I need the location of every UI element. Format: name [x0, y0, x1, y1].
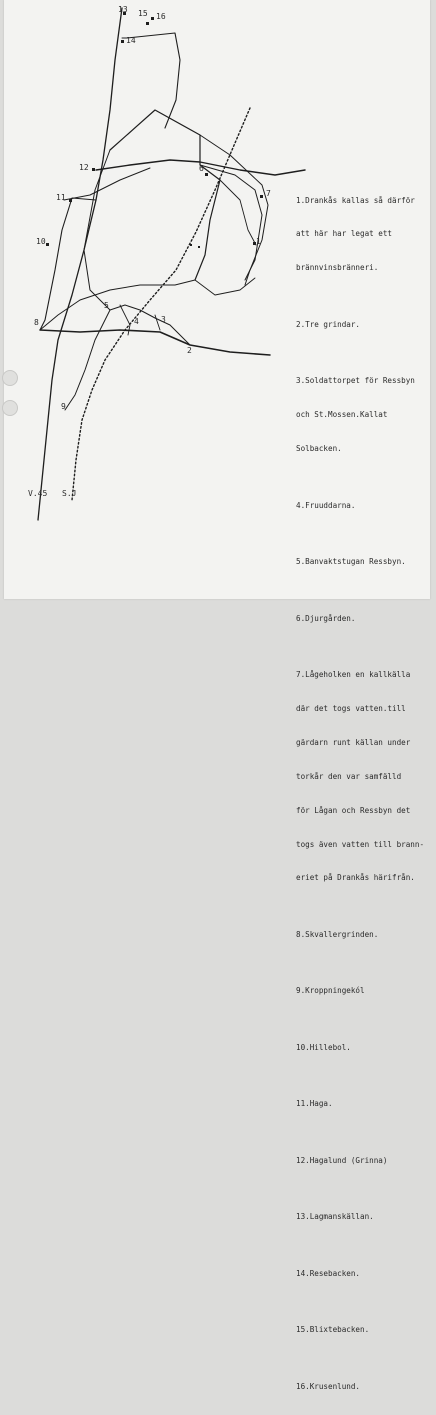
- legend-item-7: 7.Lågeholken en kallkälla där det togs vatten.till gärdarn runt källan under torkår den var samfälld för Lågan och Ressbyn det togs även vatten till brann- eriet på Drankås härifrån.: [296, 670, 425, 883]
- map-label-15: 15: [138, 9, 148, 18]
- legend-item-14: 14.Resebacken.: [296, 1268, 361, 1278]
- map-label-1: 1: [256, 237, 261, 246]
- legend-item-11: 11.Haga.: [296, 1099, 333, 1109]
- road: [200, 135, 268, 285]
- map-label-3: 3: [161, 315, 166, 324]
- legend-item-10: 10.Hillebol.: [296, 1042, 351, 1052]
- road: [65, 310, 110, 410]
- legend-item-3: 3.Soldattorpet för Ressbyn och St.Mossen.Kallat Solbacken.: [296, 376, 415, 454]
- map-label-6: 6: [199, 164, 204, 173]
- marker-7: [260, 195, 263, 198]
- legend-item-1: 1.Drankås kallas så därför att här har legat ett brännvinsbränneri.: [296, 195, 415, 273]
- marker-inner: [198, 246, 200, 248]
- road: [220, 180, 256, 245]
- road: [40, 330, 270, 355]
- legend-item-4: 4.Fruuddarna.: [296, 500, 356, 510]
- map-label-7: 7: [266, 189, 271, 198]
- marker-11: [69, 199, 72, 202]
- road-label-v45: V.45: [28, 489, 48, 498]
- marker-14: [121, 40, 124, 43]
- marker-16: [151, 17, 154, 20]
- map-label-5: 5: [104, 301, 109, 310]
- marker-inner: [190, 244, 192, 246]
- road: [110, 110, 220, 280]
- marker-10: [46, 243, 49, 246]
- map-label-14: 14: [126, 36, 136, 45]
- legend-item-16: 16.Krusenlund.: [296, 1381, 361, 1391]
- marker-6: [205, 173, 208, 176]
- map-label-10: 10: [36, 237, 46, 246]
- legend-item-15: 15.Blixtebacken.: [296, 1325, 370, 1335]
- legend-item-6: 6.Djurgården.: [296, 613, 356, 623]
- marker-15: [146, 22, 149, 25]
- map-label-9: 9: [61, 402, 66, 411]
- map-label-16: 16: [156, 12, 166, 21]
- road: [64, 168, 150, 200]
- legend-item-5: 5.Banvaktstugan Ressbyn.: [296, 557, 406, 567]
- legend-item-13: 13.Lagmanskällan.: [296, 1212, 374, 1222]
- road-north: [127, 33, 180, 128]
- road: [40, 198, 96, 330]
- legend-item-2: 2.Tre grindar.: [296, 319, 361, 329]
- map-label-2: 2: [187, 346, 192, 355]
- map-label-4: 4: [134, 317, 139, 326]
- legend-item-8: 8.Skvallergrinden.: [296, 929, 379, 939]
- map-legend: [296, 172, 432, 1415]
- map-label-8: 8: [34, 318, 39, 327]
- map-label-12: 12: [79, 163, 89, 172]
- road-label-sj: S.J: [62, 489, 77, 498]
- road-v45: [38, 8, 122, 520]
- map-label-11: 11: [56, 193, 66, 202]
- legend-item-12: 12.Hagalund (Grinna): [296, 1155, 388, 1165]
- road: [84, 150, 110, 310]
- road: [155, 315, 160, 330]
- legend-item-9: 9.Kroppningekól: [296, 986, 365, 996]
- map-label-13: 13: [118, 5, 128, 14]
- marker-12: [92, 168, 95, 171]
